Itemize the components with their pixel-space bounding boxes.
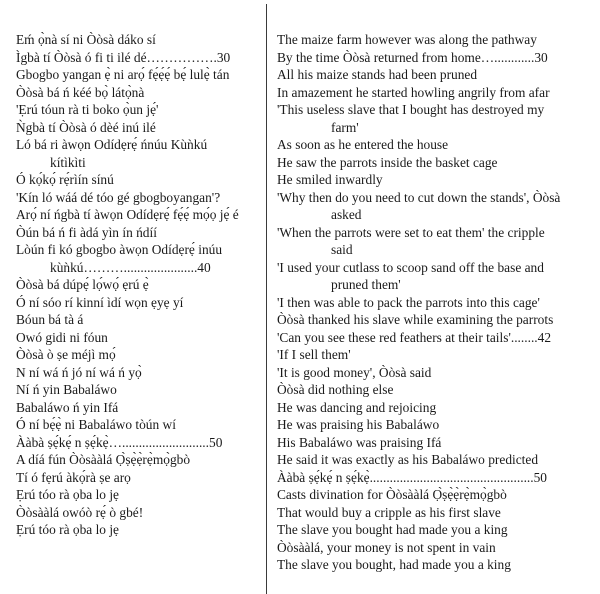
text-line: He was dancing and rejoicing — [277, 399, 437, 415]
text-line: Ààbà ṣẹ́kẹ́ n ṣẹ́kẹ̀.................................................50 — [277, 469, 548, 485]
text-line: Òún bá ń fi àdá yìn ín ńdíí — [16, 224, 157, 240]
text-line: 'When the parrots were set to eat them' the cripple — [277, 224, 545, 240]
text-line: Gbogbo yangan ẹ̀ ni arọ́ fẹ́ẹ́ẹ́ bẹ́ lulẹ̀ tán — [16, 67, 230, 82]
text-line: The maize farm however was along the pathway — [277, 32, 537, 47]
text-line: By the time Òòsà returned from home…............30 — [277, 49, 548, 65]
text-line: That would buy a cripple as his first slave — [277, 504, 501, 520]
text-line: Eḿ ọ̀nà sí ni Òòsà dáko sí — [16, 32, 156, 47]
text-line: All his maize stands had been pruned — [277, 67, 478, 82]
text-line: Lòún fi kó gbogbo àwọn Odídẹrẹ́ inúu — [16, 242, 223, 257]
english-translation-column — [277, 31, 595, 574]
text-line: asked — [331, 207, 362, 222]
text-line: Tí ó fẹrú àkọ́rà ṣe arọ — [16, 469, 131, 485]
text-line: farm' — [331, 119, 359, 135]
text-line: 'I then was able to pack the parrots into this cage' — [277, 294, 540, 310]
text-line: He smiled inwardly — [277, 172, 383, 187]
text-line: A díá fún Òòsààlá Ọ̀ṣẹ̀ẹ̀rẹ̀mọ̀gbò — [16, 452, 191, 467]
text-line: In amazement he started howling angrily from afar — [277, 84, 550, 100]
text-line: 'Why then do you need to cut down the stands', Òòsà — [277, 189, 561, 205]
text-line: Ó ní bẹ́ẹ̀ ni Babaláwo tòún wí — [16, 417, 176, 432]
text-line: Owó gidi ni fóun — [16, 329, 108, 345]
column-divider — [266, 4, 267, 594]
text-line: 'Can you see these red feathers at their tails'........42 — [277, 329, 552, 345]
text-line: Òòsà did nothing else — [277, 382, 394, 397]
text-line: 'Kín ló wáá dé tóo gé gbogboyangan'? — [16, 189, 221, 205]
text-line: Òòsà bá ń kéé bọ̀ látọ̀nà — [16, 84, 145, 100]
text-line: Ó kọ́kọ́ rẹ́rìín sínú — [16, 172, 114, 187]
text-line: 'Ẹrú tóun rà ti boko ọ̀un jẹ́' — [16, 102, 159, 117]
text-line: Òòsà ò ṣe méjì mọ́ — [16, 347, 116, 362]
text-line: He said it was exactly as his Babaláwo predicted — [277, 452, 539, 467]
text-line: He saw the parrots inside the basket cage — [277, 154, 498, 170]
text-line: Casts divination for Òòsààlá Ọ̀ṣẹ̀ẹ̀rẹ̀mọ̀gbò — [277, 487, 507, 502]
text-line: Ní ń yin Babaláwo — [16, 382, 117, 397]
text-line: kùǹkú………......................40 — [50, 259, 211, 275]
text-line: Òòsààlá, your money is not spent in vain — [277, 539, 496, 555]
text-line: Ló bá ri àwọn Odídẹrẹ́ ńnúu Kùǹkú — [16, 137, 208, 152]
text-line: Bóun bá tà á — [16, 312, 84, 327]
text-line: N ní wá ń jó ní wá ń yọ̀ — [16, 364, 142, 380]
text-line: As soon as he entered the house — [277, 137, 449, 152]
text-line: kítìkìti — [50, 154, 86, 170]
text-line: Òòsà bá dúpẹ́ lọ́wọ́ ẹrú ẹ̀ — [16, 277, 149, 292]
text-line: Ìgbà tí Òòsà ó fi ti ilé dé…………….30 — [16, 49, 231, 65]
text-line: Arọ́ ní ńgbà tí àwọn Odídẹrẹ́ fẹ́ẹ́ mọ́ọ jẹ́ é — [16, 207, 239, 222]
text-line: Ẹrú tóo rà ọba lo jẹ — [16, 522, 119, 537]
text-line: Ó ní sóo rí kinní ìdí wọn ẹyẹ yí — [16, 294, 184, 310]
text-line: 'If I sell them' — [277, 347, 351, 362]
yoruba-text-column — [16, 31, 264, 539]
text-line: Babaláwo ń yin Ifá — [16, 399, 119, 415]
text-line: Òòsààlá owóò rẹ́ ò gbé! — [16, 504, 144, 520]
text-line: The slave you bought had made you a king — [277, 522, 508, 537]
text-line: pruned them' — [331, 277, 401, 292]
text-line: 'I used your cutlass to scoop sand off the base and — [277, 259, 544, 275]
text-line: 'This useless slave that I bought has destroyed my — [277, 102, 545, 117]
text-line: Ààbà ṣẹ́kẹ́ n ṣẹ́kẹ̀…..........................50 — [16, 434, 223, 450]
text-line: Ǹgbà tí Òòsà ó dèé inú ilé — [16, 119, 156, 135]
text-line: 'It is good money', Òòsà said — [277, 364, 432, 380]
text-line: said — [331, 242, 353, 257]
text-line: Òòsà thanked his slave while examining the parrots — [277, 312, 554, 327]
text-line: Ẹrú tóo rà ọba lo jẹ — [16, 487, 119, 502]
text-line: The slave you bought, had made you a king — [277, 557, 511, 572]
text-line: His Babaláwo was praising Ifá — [277, 434, 442, 450]
text-line: He was praising his Babaláwo — [277, 417, 440, 432]
